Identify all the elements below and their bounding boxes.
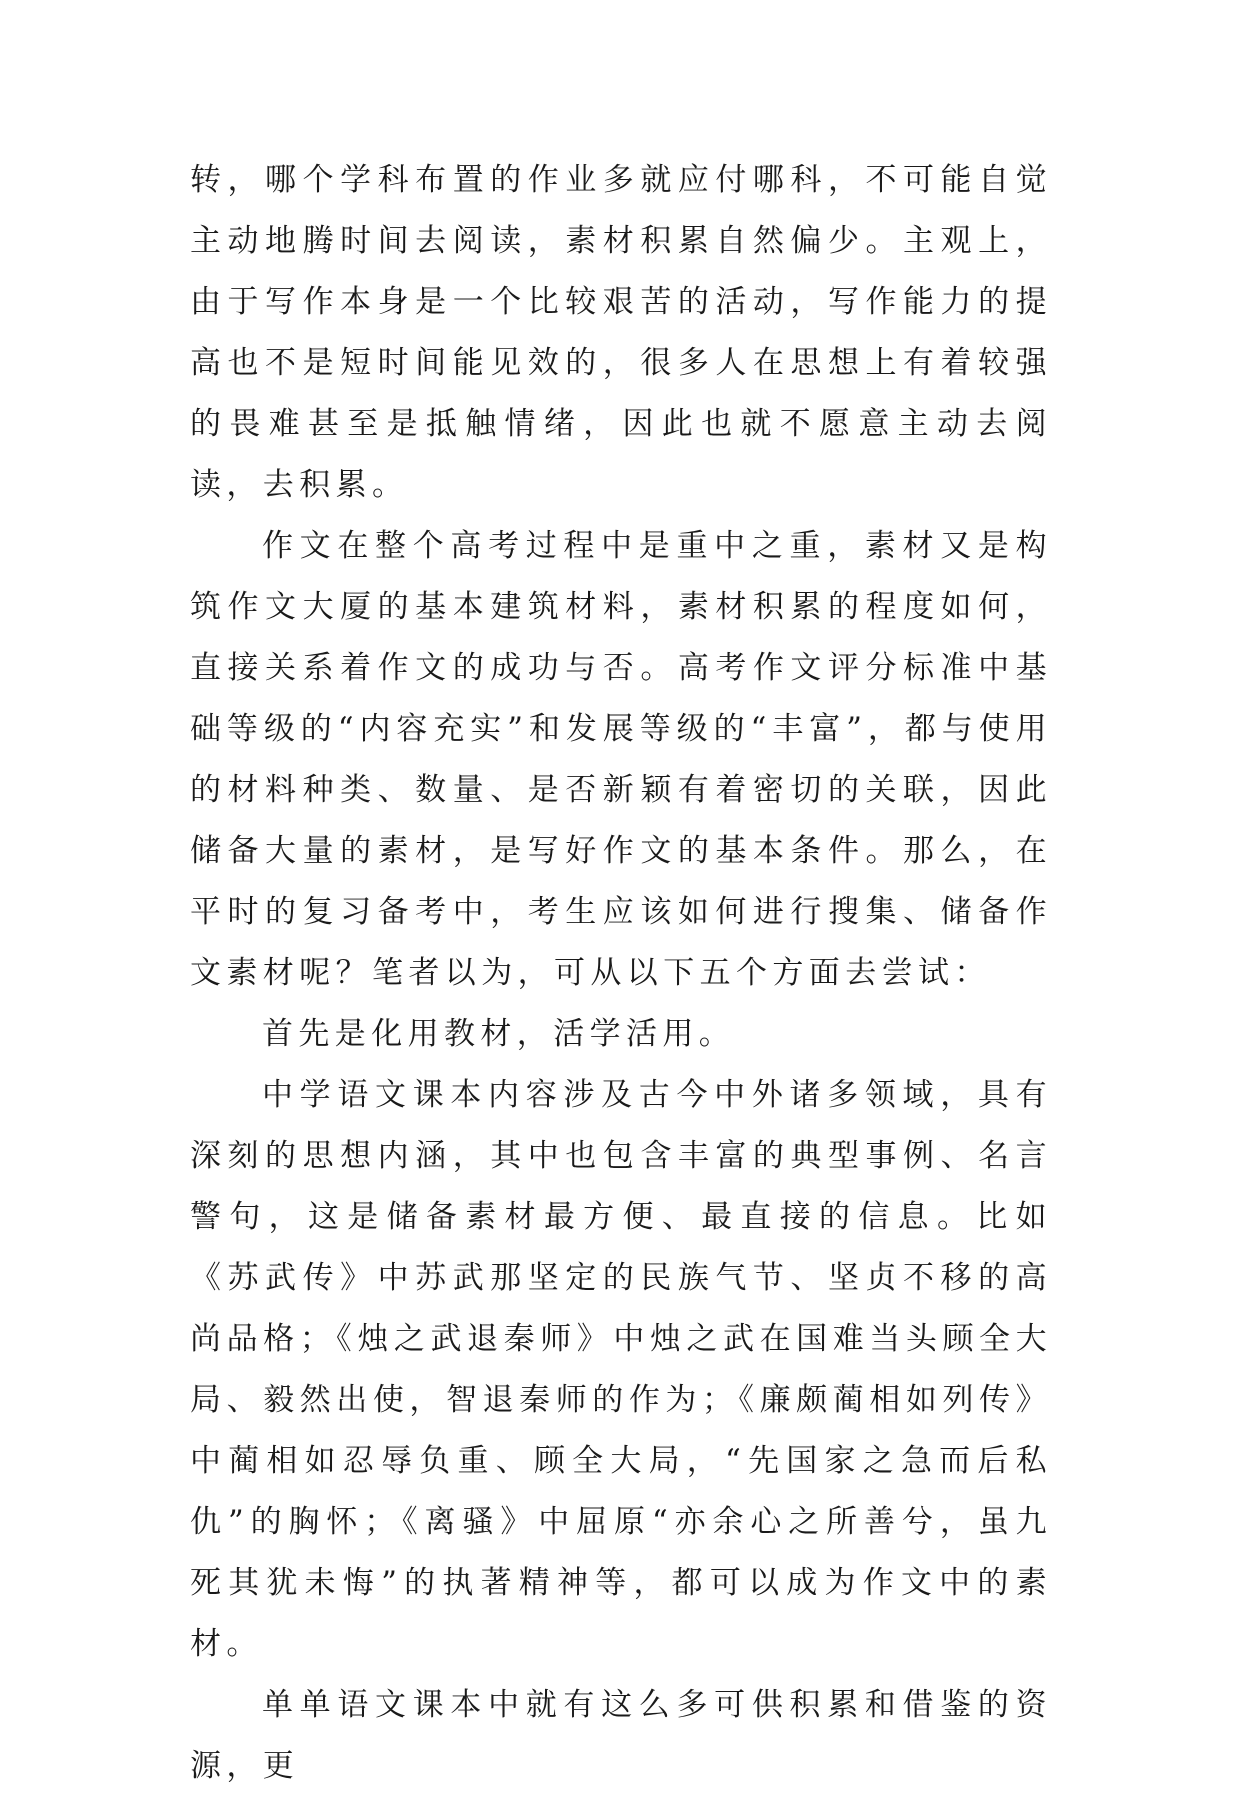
paragraph-5: 单单语文课本中就有这么多可供积累和借鉴的资源，更 bbox=[190, 1687, 1052, 1784]
paragraph-4: 中学语文课本内容涉及古今中外诸多领域，具有深刻的思想内涵，其中也包含丰富的典型事例、名言警句，这是储备素材最方便、最直接的信息。比如《苏武传》中苏武那坚定的民族气节、坚贞不移的高尚品格；《烛之武退秦师》中烛之武在国难当头顾全大局、毅然出使，智退秦师的作为；《廉颇蔺相如列传》中蔺相如忍辱负重、顾全大局，“先国家之急而后私仇”的胸怀；《离骚》中屈原“亦余心之所善兮，虽九死其犹未悔”的执著精神等，都可以成为作文中的素材。 bbox=[190, 1077, 1052, 1662]
paragraph-3: 首先是化用教材，活学活用。 bbox=[262, 1016, 736, 1052]
document-body bbox=[190, 150, 1052, 1797]
paragraph-2: 作文在整个高考过程中是重中之重，素材又是构筑作文大厦的基本建筑材料，素材积累的程度如何，直接关系着作文的成功与否。高考作文评分标准中基础等级的“内容充实”和发展等级的“丰富”，都与使用的材料种类、数量、是否新颖有着密切的关联，因此储备大量的素材，是写好作文的基本条件。那么，在平时的复习备考中，考生应该如何进行搜集、储备作文素材呢？笔者以为，可从以下五个方面去尝试： bbox=[190, 528, 1052, 991]
paragraph-1: 转，哪个学科布置的作业多就应付哪科，不可能自觉主动地腾时间去阅读，素材积累自然偏少。主观上，由于写作本身是一个比较艰苦的活动，写作能力的提高也不是短时间能见效的，很多人在思想上有着较强的畏难甚至是抵触情绪，因此也就不愿意主动去阅读，去积累。 bbox=[190, 162, 1052, 503]
